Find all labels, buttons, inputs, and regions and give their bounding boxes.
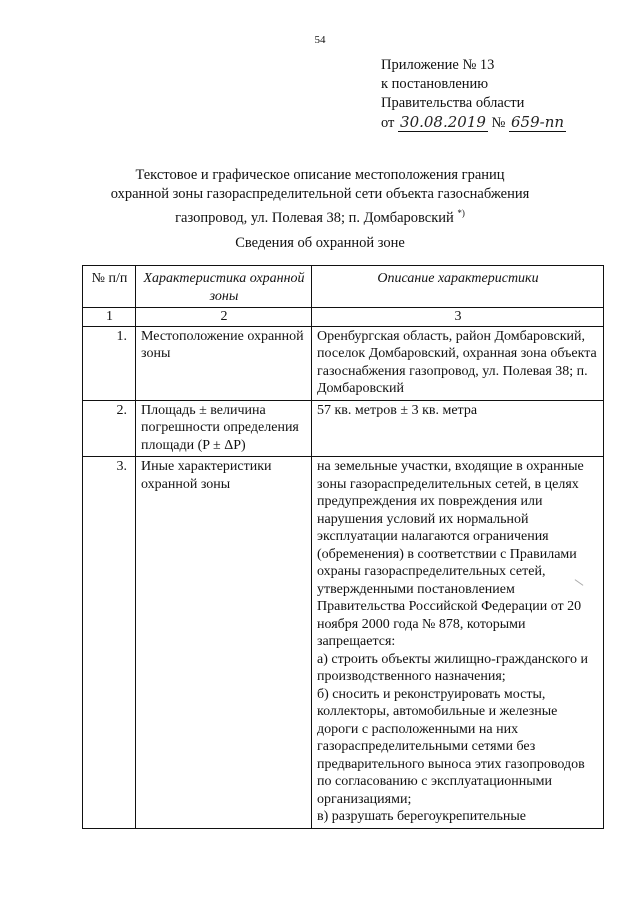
description-paragraph: б) сносить и реконструировать мосты, коллекторы, автомобильные и железные дороги с расположенными на них газораспределительными сетями без предварительного выноса этих газопроводов по согласованию с эксплуатационными организациями; xyxy=(317,686,585,807)
footnote-mark: *) xyxy=(457,208,465,218)
row-description xyxy=(312,326,604,400)
appendix-line-3: Правительства области xyxy=(381,95,525,111)
appendix-line-2: к постановлению xyxy=(381,76,489,92)
title-line-2: охранной зоны газораспределительной сети объекта газоснабжения xyxy=(110,186,530,202)
description-paragraph: а) строить объекты жилищно-гражданского и производственного назначения; xyxy=(317,651,588,684)
row-number: 3. xyxy=(83,457,136,829)
header-characteristic: Характеристика охранной зоны xyxy=(136,266,312,308)
description-paragraph: на земельные участки, входящие в охранные зоны газораспределительных сетей, в целях предупреждения их повреждения или нарушения условий их нормальной эксплуатации налагаются ограничения (обременения) в соответствии с Правилами охраны газораспределительных сетей, утвержденными постановлением Правительства Российской Федерации от 20 ноября 2000 года № 878, которыми запрещается: xyxy=(317,459,584,649)
row-characteristic: Местоположение охранной зоны xyxy=(136,326,312,400)
table-row xyxy=(83,326,604,400)
description-paragraph: 57 кв. метров ± 3 кв. метра xyxy=(317,402,478,418)
row-number: 1. xyxy=(83,326,136,400)
row-description xyxy=(312,457,604,829)
table-header-row xyxy=(83,266,604,308)
handwritten-date: 30.08.2019 xyxy=(400,113,486,131)
table-index-row xyxy=(83,308,604,327)
number-prefix: № xyxy=(491,115,506,131)
header-num: № п/п xyxy=(83,266,136,308)
date-prefix: от xyxy=(381,115,395,131)
document-title xyxy=(60,166,580,228)
row-characteristic: Площадь ± величина погрешности определения площади (P ± ΔP) xyxy=(136,400,312,457)
description-paragraph: Оренбургская область, район Домбаровский, поселок Домбаровский, охранная зона объекта газоснабжения газопровод, ул. Полевая 38; п. Домбаровский xyxy=(317,328,597,396)
appendix-date-line xyxy=(381,113,566,133)
handwritten-number: 659-пп xyxy=(511,113,565,131)
header-description: Описание характеристики xyxy=(312,266,604,308)
index-cell-2: 2 xyxy=(136,308,312,327)
protection-zone-table xyxy=(82,265,604,829)
appendix-line-1: Приложение № 13 xyxy=(381,57,495,73)
row-number: 2. xyxy=(83,400,136,457)
description-paragraph: в) разрушать берегоукрепительные xyxy=(317,809,527,824)
section-subtitle: Сведения об охранной зоне xyxy=(235,235,405,251)
title-line-1: Текстовое и графическое описание местоположения границ xyxy=(135,167,505,183)
row-characteristic: Иные характеристики охранной зоны xyxy=(136,457,312,829)
row-description xyxy=(312,400,604,457)
title-line-3-text: газопровод, ул. Полевая 38; п. Домбаровский xyxy=(175,209,454,226)
appendix-block xyxy=(381,56,566,133)
table-row xyxy=(83,400,604,457)
index-cell-3: 3 xyxy=(312,308,604,327)
title-line-3 xyxy=(60,204,580,228)
index-cell-1: 1 xyxy=(83,308,136,327)
page-number: 54 xyxy=(314,34,326,46)
table-row xyxy=(83,457,604,829)
